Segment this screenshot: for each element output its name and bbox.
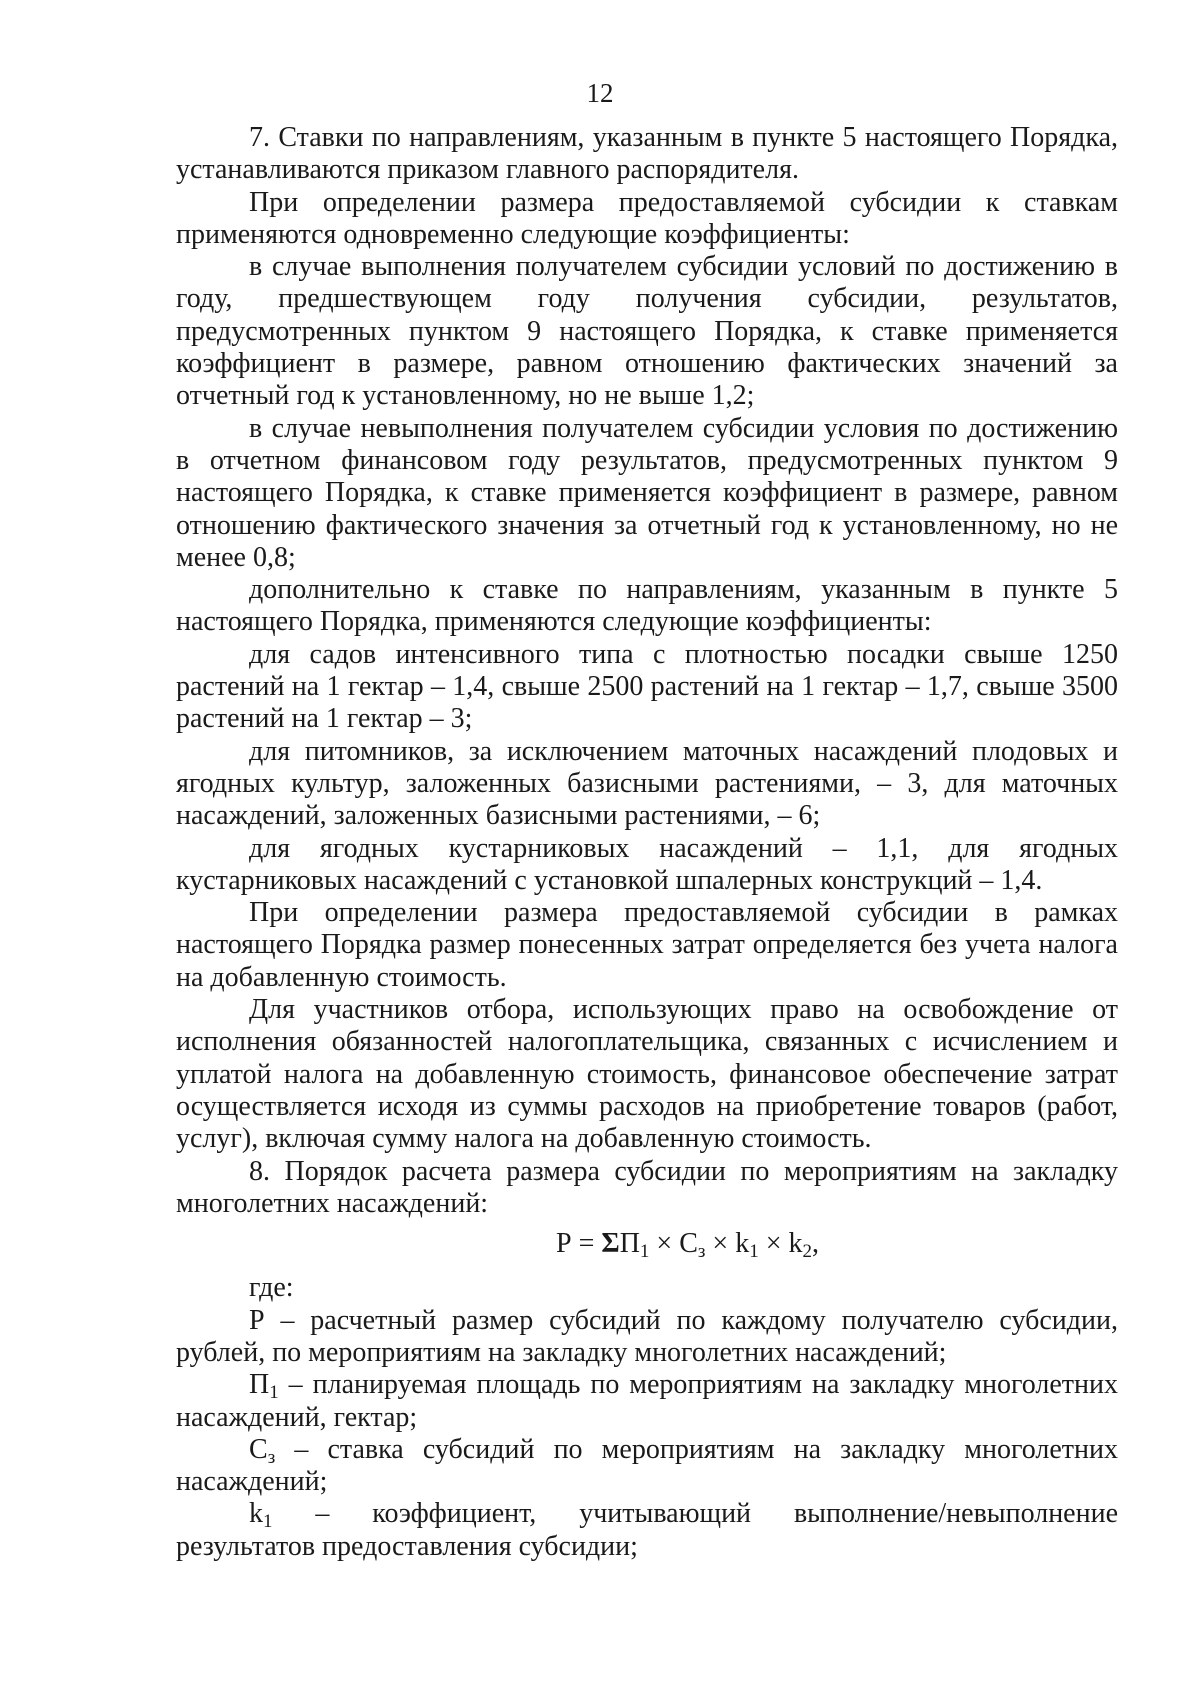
paragraph-vat-excluded: При определении размера предоставляемой субсидии в рамках настоящего Порядка размер понесенных затрат определяется без учета налога на добавленную стоимость. bbox=[176, 897, 1118, 993]
formula-times-2: × bbox=[705, 1228, 736, 1260]
definition-r: Р – расчетный размер субсидий по каждому получателю субсидии, рублей, по мероприятиям на закладку многолетних насаждений; bbox=[176, 1304, 1118, 1368]
definition-c bbox=[176, 1434, 1118, 1499]
definition-p1-symbol: П bbox=[249, 1369, 270, 1401]
paragraph-nurseries: для питомников, за исключением маточных насаждений плодовых и ягодных культур, заложенных базисными растениями, – 3, для маточных насаждений, заложенных базисными растениями, – 6; bbox=[176, 735, 1118, 832]
formula-times-3: × bbox=[758, 1228, 789, 1260]
formula-k1-sub: 1 bbox=[749, 1241, 759, 1263]
formula-lhs: Р = bbox=[556, 1228, 602, 1260]
definition-k1-symbol: k bbox=[249, 1498, 263, 1530]
definition-k1 bbox=[176, 1498, 1118, 1563]
paragraph-nonfulfillment: в случае невыполнения получателем субсидии условия по достижению в отчетном финансовом году результатов, предусмотренных пунктом 9 настоящего Порядка, к ставке применяется коэффициент в размере, равном отношению фактического значения за отчетный год к установленному, но не менее 0,8; bbox=[176, 412, 1118, 573]
definition-c-sub: з bbox=[267, 1446, 276, 1468]
formula-tail: , bbox=[812, 1228, 820, 1260]
definition-p1-sub: 1 bbox=[269, 1382, 279, 1404]
formula-k2-sub: 2 bbox=[802, 1241, 813, 1263]
formula-p-sub: 1 bbox=[639, 1241, 650, 1263]
paragraph-coefficients-intro: При определении размера предоставляемой субсидии к ставкам применяются одновременно следующие коэффициенты: bbox=[176, 186, 1118, 250]
definition-c-text: – ставка субсидий по мероприятиям на закладку многолетних насаждений; bbox=[176, 1433, 1118, 1498]
formula-c: С bbox=[679, 1228, 698, 1260]
formula-p: П bbox=[619, 1228, 640, 1260]
formula bbox=[176, 1228, 1118, 1263]
paragraph-intensive-gardens: для садов интенсивного типа с плотностью посадки свыше 1250 растений на 1 гектар – 1,4, свыше 2500 растений на 1 гектар – 1,7, свыше 3500 растений на 1 гектар – 3; bbox=[176, 638, 1118, 735]
where-label: где: bbox=[249, 1272, 294, 1304]
definition-c-symbol: С bbox=[249, 1433, 268, 1465]
paragraph-berry-bushes: для ягодных кустарниковых насаждений – 1,1, для ягодных кустарниковых насаждений с установкой шпалерных конструкций – 1,4. bbox=[176, 832, 1118, 896]
formula-sigma: Σ bbox=[601, 1228, 620, 1260]
formula-k2: k bbox=[788, 1228, 803, 1260]
document-body bbox=[176, 122, 1118, 1563]
paragraph-calculation: 8. Порядок расчета размера субсидии по мероприятиям на закладку многолетних насаждений: bbox=[176, 1155, 1118, 1219]
formula-times-1: × bbox=[649, 1228, 680, 1260]
formula-k1: k bbox=[735, 1228, 750, 1260]
definition-p1 bbox=[176, 1369, 1118, 1434]
page-number: 12 bbox=[586, 78, 614, 108]
paragraph-rates: 7. Ставки по направлениям, указанным в пункте 5 настоящего Порядка, устанавливаются приказом главного распорядителя. bbox=[176, 122, 1118, 186]
definition-p1-text: – планируемая площадь по мероприятиям на закладку многолетних насаждений, гектар; bbox=[176, 1369, 1118, 1433]
formula-c-sub: з bbox=[697, 1241, 706, 1263]
definition-k1-sub: 1 bbox=[263, 1511, 273, 1533]
paragraph-vat-exempt: Для участников отбора, использующих право на освобождение от исполнения обязанностей налогоплательщика, связанных с исчислением и уплатой налога на добавленную стоимость, финансовое обеспечение затрат осуществляется исходя из суммы расходов на приобретение товаров (работ, услуг), включая сумму налога на добавленную стоимость. bbox=[176, 994, 1118, 1155]
paragraph-additional: дополнительно к ставке по направлениям, указанным в пункте 5 настоящего Порядка, применяются следующие коэффициенты: bbox=[176, 574, 1118, 638]
paragraph-fulfillment: в случае выполнения получателем субсидии условий по достижению в году, предшествующем году получения субсидии, результатов, предусмотренных пунктом 9 настоящего Порядка, к ставке применяется коэффициент в размере, равном отношению фактических значений за отчетный год к установленному, но не выше 1,2; bbox=[176, 251, 1118, 412]
definition-k1-text: – коэффициент, учитывающий выполнение/невыполнение результатов предоставления субсидии; bbox=[176, 1498, 1118, 1562]
